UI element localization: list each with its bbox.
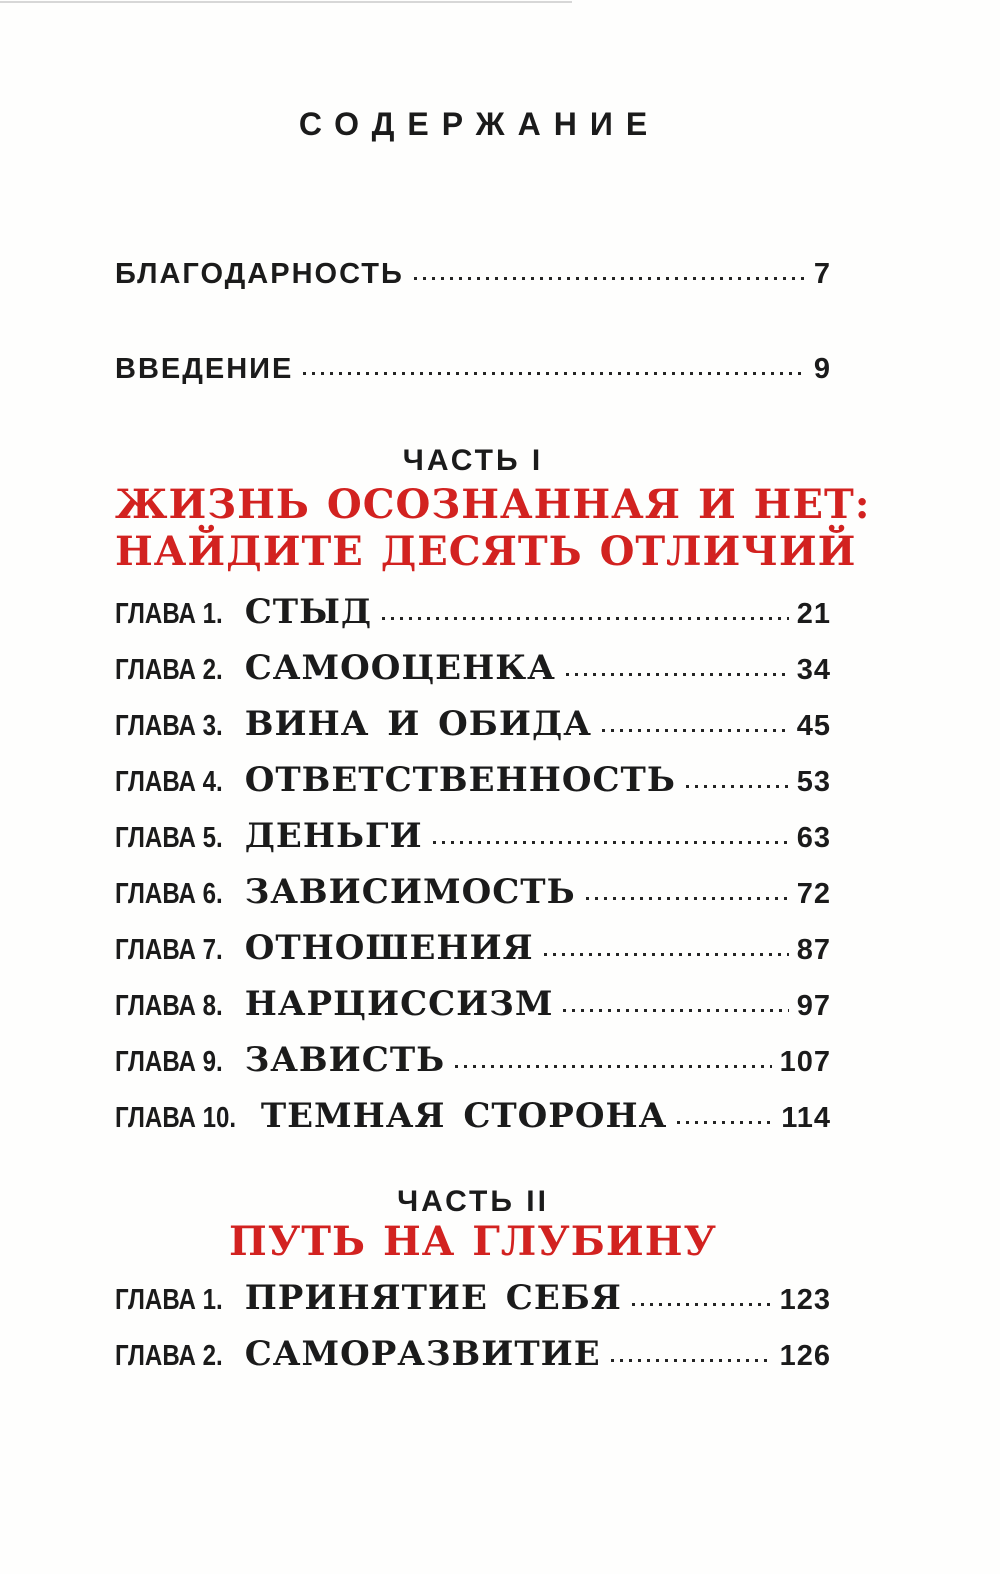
chapter-prefix: ГЛАВА 8. <box>115 990 223 1022</box>
part-2-title <box>115 1218 831 1265</box>
dot-leader <box>611 1359 772 1362</box>
part-1-label: ЧАСТЬ I <box>402 444 544 477</box>
toc-entry <box>115 815 831 857</box>
toc-entry <box>115 647 831 689</box>
chapter-title: ЗАВИСТЬ <box>244 1040 446 1080</box>
chapter-title: ДЕНЬГИ <box>244 816 423 856</box>
toc-entry <box>115 1333 831 1375</box>
page-number: 34 <box>796 654 831 686</box>
toc-entry <box>115 351 831 388</box>
toc-entry <box>115 759 831 801</box>
dot-leader <box>303 372 805 375</box>
page-number: 53 <box>796 766 831 798</box>
part-2-label: ЧАСТЬ II <box>397 1185 549 1218</box>
part-1-title-line-2: НАЙДИТЕ ДЕСЯТЬ ОТЛИЧИЙ <box>115 528 857 575</box>
page-number: 72 <box>796 878 831 910</box>
page-number: 126 <box>779 1340 831 1372</box>
chapter-title: ВИНА И ОБИДА <box>244 704 592 744</box>
dot-leader <box>414 277 806 280</box>
dot-leader <box>677 1121 773 1124</box>
dot-leader <box>686 785 789 788</box>
toc-entry <box>115 1039 831 1081</box>
toc-entry <box>115 256 831 293</box>
page-number: 7 <box>813 258 831 290</box>
chapter-title: НАРЦИССИЗМ <box>244 984 554 1024</box>
dot-leader <box>566 673 789 676</box>
chapter-title: ПРИНЯТИЕ СЕБЯ <box>244 1278 622 1318</box>
dot-leader <box>602 729 789 732</box>
chapter-title: ОТВЕТСТВЕННОСТЬ <box>244 760 676 800</box>
chapter-title: СТЫД <box>244 592 373 632</box>
chapter-prefix: ГЛАВА 3. <box>115 710 223 742</box>
dot-leader <box>433 841 789 844</box>
chapter-title: ОТНОШЕНИЯ <box>244 928 534 968</box>
chapter-prefix: ГЛАВА 5. <box>115 822 223 854</box>
chapter-title: ТЕМНАЯ СТОРОНА <box>260 1096 668 1136</box>
page-number: 97 <box>796 990 831 1022</box>
page-number: 9 <box>813 353 831 385</box>
toc-entry <box>115 983 831 1025</box>
part-1-section <box>115 444 871 1137</box>
dot-leader <box>544 953 789 956</box>
toc-entry <box>115 703 831 745</box>
chapter-title: САМОРАЗВИТИЕ <box>244 1334 601 1374</box>
chapter-prefix: ГЛАВА 2. <box>115 654 223 686</box>
toc-entry <box>115 1095 831 1137</box>
toc-entry <box>115 927 831 969</box>
page-number: 123 <box>779 1284 831 1316</box>
page-number: 63 <box>796 822 831 854</box>
chapter-prefix: ГЛАВА 9. <box>115 1046 223 1078</box>
entry-label: БЛАГОДАРНОСТЬ <box>115 258 404 290</box>
dot-leader <box>632 1303 772 1306</box>
toc-entry <box>115 1277 831 1319</box>
chapter-prefix: ГЛАВА 7. <box>115 934 223 966</box>
part-2-chapters <box>115 1277 831 1375</box>
dot-leader <box>563 1009 788 1012</box>
chapter-prefix: ГЛАВА 2. <box>115 1340 223 1372</box>
part-1-title <box>115 481 871 575</box>
part-2-title-line-1: ПУТЬ НА ГЛУБИНУ <box>229 1218 717 1265</box>
part-2-section <box>115 1185 831 1375</box>
page-number: 87 <box>796 934 831 966</box>
part-1-title-line-1: ЖИЗНЬ ОСОЗНАННАЯ И НЕТ: <box>115 481 871 528</box>
page-number: 114 <box>781 1102 831 1134</box>
chapter-prefix: ГЛАВА 4. <box>115 766 223 798</box>
page-number: 107 <box>779 1046 831 1078</box>
part-1-chapters <box>115 591 831 1137</box>
chapter-prefix: ГЛАВА 6. <box>115 878 223 910</box>
dot-leader <box>586 897 789 900</box>
chapter-prefix: ГЛАВА 1. <box>115 598 223 630</box>
chapter-title: САМООЦЕНКА <box>244 648 556 688</box>
dot-leader <box>382 617 789 620</box>
toc-entry <box>115 591 831 633</box>
chapter-prefix: ГЛАВА 1. <box>115 1284 223 1316</box>
chapter-title: ЗАВИСИМОСТЬ <box>244 872 576 912</box>
scan-edge-artifact <box>0 1 572 3</box>
dot-leader <box>455 1065 771 1068</box>
toc-entry <box>115 871 831 913</box>
page-number: 45 <box>796 710 831 742</box>
entry-label: ВВЕДЕНИЕ <box>115 353 294 385</box>
page-title: СОДЕРЖАНИЕ <box>298 106 661 142</box>
chapter-prefix: ГЛАВА 10. <box>115 1102 237 1134</box>
page-number: 21 <box>796 598 831 630</box>
